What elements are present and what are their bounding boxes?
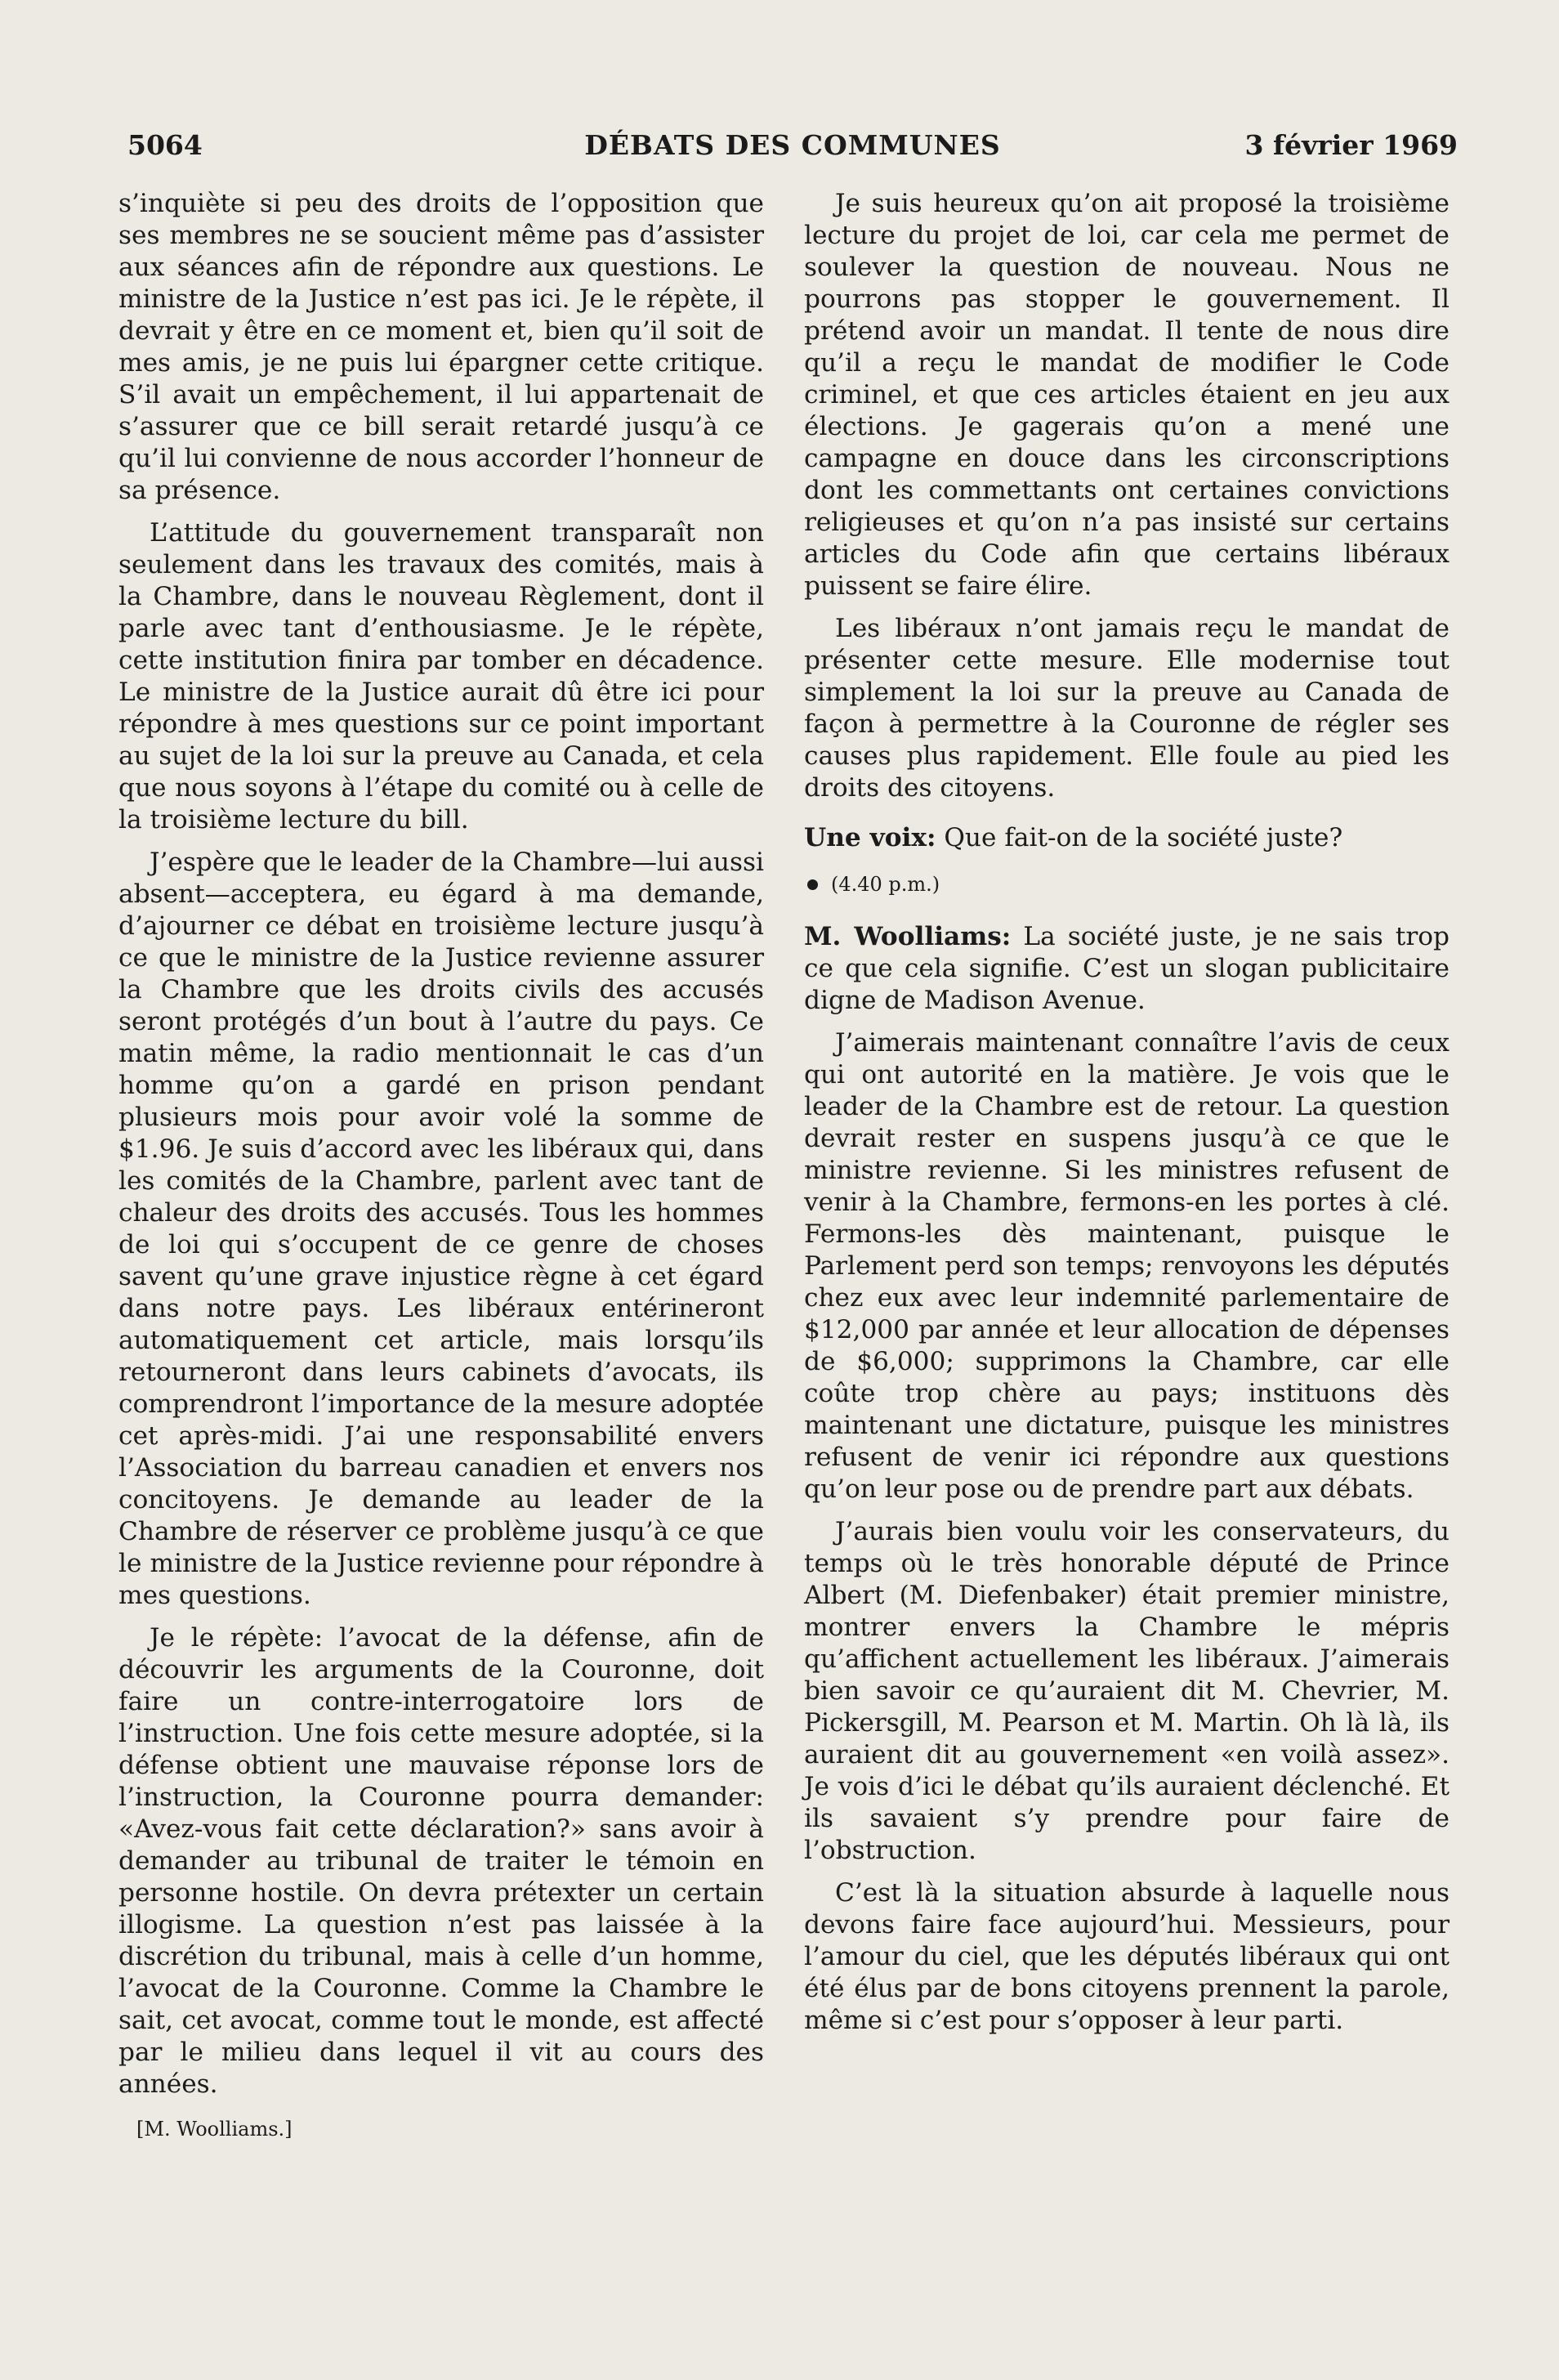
paragraph: Les libéraux n’ont jamais reçu le mandat de présenter cette mesure. Elle modernise tout simplement la loi sur la preuve au Canada de façon à permettre à la Couronne de régler ses causes plus rapidement. Elle foule au pied les droits des citoyens. [804,614,1450,803]
paragraph: Je suis heureux qu’on ait proposé la troisième lecture du projet de loi, car cela me permet de soulever la question de nouveau. Nous ne pourrons pas stopper le gouvernement. Il prétend avoir un mandat. Il tente de nous dire qu’il a reçu le mandat de modifier le Code criminel, et que ces articles étaient en jeu aux élections. Je gagerais qu’on a mené une campagne en douce dans les circonscriptions dont les commettants ont certaines convictions religieuses et qu’on n’a pas insisté sur certains articles du Code afin que certains libéraux puissent se faire élire. [804,189,1450,601]
paragraph: J’espère que le leader de la Chambre—lui aussi absent—acceptera, eu égard à ma demande, d’ajourner ce débat en troisième lecture jusqu’à ce que le ministre de la Justice revienne assurer la Chambre que les droits civils des accusés seront protégés d’un bout à l’autre du pays. Ce matin même, la radio mentionnait le cas d’un homme qu’on a gardé en prison pendant plusieurs mois pour avoir volé la somme de $1.96. Je suis d’accord avec les libéraux qui, dans les comités de la Chambre, parlent avec tant de chaleur des droits des accusés. Tous les hommes de loi qui s’occupent de ce genre de choses savent qu’une grave injustice règne à cet égard dans notre pays. Les libéraux entérineront automatiquement cet article, mais lorsqu’ils retourneront dans leurs cabinets d’avocats, ils comprendront l’importance de la mesure adoptée cet après-midi. J’ai une responsabilité envers l’Association du barreau canadien et envers nos concitoyens. Je demande au leader de la Chambre de réserver ce problème jusqu’à ce que le ministre de la Justice revienne pour répondre à mes questions. [118,848,764,1610]
paragraph: s’inquiète si peu des droits de l’opposition que ses membres ne se soucient même pas d’assister aux séances afin de répondre aux questions. Le ministre de la Justice n’est pas ici. Je le répète, il devrait y être en ce moment et, bien qu’il soit de mes amis, je ne puis lui épargner cette critique. S’il avait un empêchement, il lui appartenait de s’assurer que ce bill serait retardé jusqu’à ce qu’il lui convienne de nous accorder l’honneur de sa présence. [118,189,764,505]
speaker-label: Une voix: [804,823,936,852]
paragraph: C’est là la situation absurde à laquelle nous devons faire face aujourd’hui. Messieurs, pour l’amour du ciel, que les députés libéraux qui ont été élus par de bons citoyens prennent la parole, même si c’est pour s’opposer à leur parti. [804,1878,1450,2035]
interjection-text: Que fait-on de la société juste? [936,823,1343,852]
paragraph: L’attitude du gouvernement transparaît non seulement dans les travaux des comités, mais à la Chambre, dans le nouveau Règlement, dont il parle avec tant d’enthousiasme. Je le répète, cette institution finira par tomber en décadence. Le ministre de la Justice aurait dû être ici pour répondre à mes questions sur ce point important au sujet de la loi sur la preuve au Canada, et cela que nous soyons à l’étape du comité ou à celle de la troisième lecture du bill. [118,518,764,834]
interjection [804,822,1450,854]
page-date: 3 février 1969 [1244,129,1458,161]
paragraph: Je le répète: l’avocat de la défense, afin de découvrir les arguments de la Couronne, doit faire un contre-interrogatoire lors de l’instruction. Une fois cette mesure adoptée, si la défense obtient une mauvaise réponse lors de l’instruction, la Couronne pourra demander: «Avez-vous fait cette déclaration?» sans avoir à demander au tribunal de traiter le témoin en personne hostile. On devra prétexter un certain illogisme. La question n’est pas laissée à la discrétion du tribunal, mais à celle d’un homme, l’avocat de la Couronne. Comme la Chambre le sait, cet avocat, comme tout le monde, est affecté par le milieu dans lequel il vit au cours des années. [118,1623,764,2099]
paragraph: J’aimerais maintenant connaître l’avis de ceux qui ont autorité en la matière. Je vois que le leader de la Chambre est de retour. La question devrait rester en suspens jusqu’à ce que le ministre revienne. Si les ministres refusent de venir à la Chambre, fermons-en les portes à clé. Fermons-les dès maintenant, puisque le Parlement perd son temps; renvoyons les députés chez eux avec leur indemnité parlementaire de $12,000 par année et leur allocation de dépenses de $6,000; supprimons la Chambre, car elle coûte trop chère au pays; instituons dès maintenant une dictature, puisque les ministres refusent de venir ici répondre aux questions qu’on leur pose ou de prendre part aux débats. [804,1028,1450,1504]
paragraph: J’aurais bien voulu voir les conservateurs, du temps où le très honorable député de Prince Albert (M. Diefenbaker) était premier ministre, montrer envers la Chambre le mépris qu’affichent actuellement les libéraux. J’aimerais bien savoir ce qu’auraient dit M. Chevrier, M. Pickersgill, M. Pearson et M. Martin. Oh là là, ils auraient dit au gouvernement «en voilà assez». Je vois d’ici le débat qu’ils auraient déclenché. Et ils savaient s’y prendre pour faire de l’obstruction. [804,1517,1450,1865]
time-stamp [804,872,1450,897]
speaker-attribution: [M. Woolliams.] [136,2118,293,2141]
speech-text: La société juste, je ne sais trop ce que cela signifie. C’est un slogan publicitaire digne de Madison Avenue. [804,922,1450,1015]
speech-start [804,921,1450,1017]
page-number: 5064 [127,129,203,161]
speaker-label: M. Woolliams: [804,922,1012,951]
bullet-icon [807,879,818,890]
publication-title: DÉBATS DES COMMUNES [584,129,1001,161]
left-column [118,188,764,2141]
page-header [127,124,1458,165]
right-column [804,188,1450,2047]
time-stamp-text: (4.40 p.m.) [831,873,940,896]
